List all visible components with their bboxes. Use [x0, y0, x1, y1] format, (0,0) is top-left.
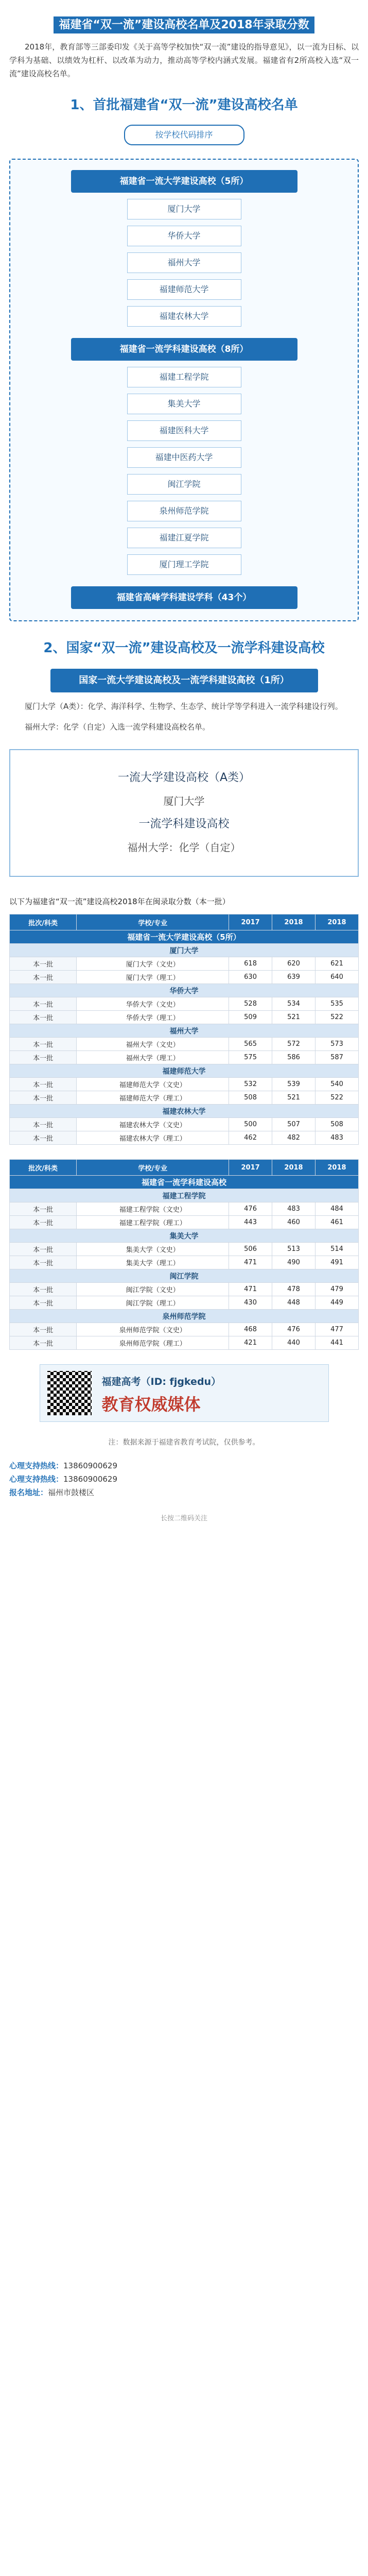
university-item: 厦门大学 [127, 199, 241, 219]
university-list-box [9, 159, 359, 621]
table-header-row [10, 914, 359, 930]
qr-line2: 教育权威媒体 [101, 1395, 201, 1414]
section2-title: 2、国家“双一流”建设高校及一流学科建设高校 [43, 640, 325, 656]
table-row [10, 1202, 359, 1216]
score-cell: 506 [229, 1243, 272, 1256]
table-title-row [10, 1176, 359, 1189]
box2-items [10, 367, 358, 575]
university-row [10, 1024, 359, 1038]
batch-cell: 本一批 [10, 1038, 77, 1051]
score-cell: 587 [315, 1051, 358, 1064]
university-item: 华侨大学 [127, 226, 241, 246]
section2-head: 国家一流大学建设高校及一流学科建设高校（1所） [50, 669, 318, 692]
page-title-text: 福建省“双一流”建设高校名单及2018年录取分数 [54, 16, 314, 33]
batch-cell: 本一批 [10, 1243, 77, 1256]
list-item: 福州大学：化学（自定） [127, 841, 241, 854]
score-cell: 440 [272, 1336, 316, 1350]
table-row [10, 997, 359, 1011]
score-cell: 471 [229, 1283, 272, 1296]
score-cell: 430 [229, 1296, 272, 1310]
score-cell: 630 [229, 971, 272, 984]
contact-label-2: 心理支持热线： [9, 1475, 64, 1484]
score-cell: 620 [272, 957, 316, 971]
university-row [10, 1064, 359, 1078]
major-cell: 福建工程学院（理工） [77, 1216, 229, 1229]
list-title: 一流大学建设高校（A类） [117, 771, 251, 784]
table-caption: 以下为福建省“双一流”建设高校2018年在闽录取分数（本一批） [9, 897, 230, 906]
university-row [10, 1310, 359, 1323]
major-cell: 福建农林大学（文史） [77, 1118, 229, 1131]
table-row [10, 1336, 359, 1350]
table-title: 福建省一流大学建设高校（5所） [10, 930, 359, 944]
score-cell: 513 [272, 1243, 316, 1256]
score-cell: 573 [315, 1038, 358, 1051]
university-name: 福建师范大学 [10, 1064, 359, 1078]
list-item: 厦门大学 [163, 795, 205, 807]
major-cell: 福建师范大学（文史） [77, 1078, 229, 1091]
page-title [0, 18, 368, 33]
qr-card [40, 1364, 329, 1422]
score-cell: 491 [315, 1256, 358, 1269]
university-row [10, 1189, 359, 1202]
score-cell: 521 [272, 1091, 316, 1105]
university-item: 泉州师范学院 [127, 501, 241, 521]
university-item: 福州大学 [127, 252, 241, 273]
address-label: 报名地址： [9, 1488, 48, 1497]
university-name: 福建农林大学 [10, 1105, 359, 1118]
box2-head: 福建省一流学科建设高校（8所） [71, 338, 297, 361]
major-cell: 厦门大学（文史） [77, 957, 229, 971]
score-cell: 441 [315, 1336, 358, 1350]
major-cell: 福州大学（文史） [77, 1038, 229, 1051]
intro-paragraph: 2018年，教育部等三部委印发《关于高等学校加快“双一流”建设的指导意见》，以一流为目标、以学科为基础、以绩效为杠杆、以改革为动力，推动高等学校内涵式发展。福建省有2所高校入选“双一流”建设高校名单。 [9, 42, 359, 78]
batch-cell: 本一批 [10, 1283, 77, 1296]
university-name: 福州大学 [10, 1024, 359, 1038]
address: 福州市鼓楼区 [48, 1488, 95, 1497]
score-cell: 522 [315, 1011, 358, 1024]
batch-cell: 本一批 [10, 971, 77, 984]
table-row [10, 1091, 359, 1105]
university-item: 福建中医药大学 [127, 447, 241, 468]
score-cell: 507 [272, 1118, 316, 1131]
university-row [10, 1269, 359, 1283]
batch-cell: 本一批 [10, 1078, 77, 1091]
university-item: 福建医科大学 [127, 420, 241, 441]
score-cell: 521 [272, 1011, 316, 1024]
batch-cell: 本一批 [10, 1011, 77, 1024]
batch-cell: 本一批 [10, 957, 77, 971]
score-cell: 565 [229, 1038, 272, 1051]
table-row [10, 1118, 359, 1131]
score-cell: 483 [315, 1131, 358, 1145]
contact-label: 心理支持热线： [9, 1461, 64, 1470]
sort-banner: 按学校代码排序 [124, 125, 244, 145]
score-cell: 522 [315, 1091, 358, 1105]
score-cell: 476 [229, 1202, 272, 1216]
box3-head: 福建省高峰学科建设学科（43个） [71, 586, 297, 609]
score-cell: 572 [272, 1038, 316, 1051]
score-cell: 618 [229, 957, 272, 971]
university-item: 厦门理工学院 [127, 554, 241, 575]
score-cell: 621 [315, 957, 358, 971]
qr-code-icon[interactable] [47, 1371, 92, 1415]
column-header: 2018 [272, 1160, 316, 1176]
score-cell: 421 [229, 1336, 272, 1350]
column-header: 2017 [229, 914, 272, 930]
table-title: 福建省一流学科建设高校 [10, 1176, 359, 1189]
column-header: 2018 [315, 1160, 358, 1176]
university-name: 厦门大学 [10, 944, 359, 957]
table-row [10, 1051, 359, 1064]
column-header: 批次/科类 [10, 914, 77, 930]
batch-cell: 本一批 [10, 1323, 77, 1336]
score-cell: 509 [229, 1011, 272, 1024]
score-cell: 483 [272, 1202, 316, 1216]
column-header: 批次/科类 [10, 1160, 77, 1176]
batch-cell: 本一批 [10, 1216, 77, 1229]
score-cell: 508 [315, 1118, 358, 1131]
score-cell: 460 [272, 1216, 316, 1229]
university-item: 福建农林大学 [127, 306, 241, 327]
score-cell: 540 [315, 1078, 358, 1091]
qr-line1: 福建高考（ID: fjgkedu） [101, 1376, 221, 1387]
table-row [10, 1011, 359, 1024]
score-cell: 535 [315, 997, 358, 1011]
contact-phone-2[interactable]: 13860900629 [63, 1475, 117, 1484]
column-header: 2018 [315, 914, 358, 930]
batch-cell: 本一批 [10, 997, 77, 1011]
column-header: 2018 [272, 914, 316, 930]
batch-cell: 本一批 [10, 1051, 77, 1064]
score-cell: 448 [272, 1296, 316, 1310]
table-row [10, 957, 359, 971]
major-cell: 泉州师范学院（理工） [77, 1336, 229, 1350]
score-cell: 476 [272, 1323, 316, 1336]
column-header: 学校/专业 [77, 914, 229, 930]
score-table-1 [9, 914, 359, 1145]
major-cell: 华侨大学（文史） [77, 997, 229, 1011]
major-cell: 集美大学（理工） [77, 1256, 229, 1269]
box1-items [10, 199, 358, 327]
score-cell: 640 [315, 971, 358, 984]
list-title: 一流学科建设高校 [138, 818, 230, 831]
batch-cell: 本一批 [10, 1091, 77, 1105]
major-cell: 华侨大学（理工） [77, 1011, 229, 1024]
university-name: 福建工程学院 [10, 1189, 359, 1202]
table-row [10, 1078, 359, 1091]
column-header: 2017 [229, 1160, 272, 1176]
score-cell: 508 [229, 1091, 272, 1105]
university-name: 闽江学院 [10, 1269, 359, 1283]
major-cell: 福建工程学院（文史） [77, 1202, 229, 1216]
batch-cell: 本一批 [10, 1131, 77, 1145]
university-item: 福建师范大学 [127, 279, 241, 300]
score-cell: 462 [229, 1131, 272, 1145]
score-cell: 534 [272, 997, 316, 1011]
score-cell: 478 [272, 1283, 316, 1296]
university-row [10, 984, 359, 997]
column-header: 学校/专业 [77, 1160, 229, 1176]
section2-para: 福州大学：化学（自定）入选一流学科建设高校名单。 [25, 722, 211, 732]
contact-phone[interactable]: 13860900629 [63, 1461, 117, 1470]
batch-cell: 本一批 [10, 1202, 77, 1216]
batch-cell: 本一批 [10, 1336, 77, 1350]
score-cell: 539 [272, 1078, 316, 1091]
university-item: 福建江夏学院 [127, 528, 241, 548]
major-cell: 泉州师范学院（文史） [77, 1323, 229, 1336]
score-cell: 500 [229, 1118, 272, 1131]
major-cell: 集美大学（文史） [77, 1243, 229, 1256]
score-cell: 477 [315, 1323, 358, 1336]
batch-cell: 本一批 [10, 1296, 77, 1310]
section1-title: 1、首批福建省“双一流”建设高校名单 [70, 97, 298, 113]
score-table-2 [9, 1159, 359, 1350]
table-row [10, 1256, 359, 1269]
score-cell: 471 [229, 1256, 272, 1269]
university-name: 华侨大学 [10, 984, 359, 997]
table-row [10, 1283, 359, 1296]
major-cell: 闽江学院（理工） [77, 1296, 229, 1310]
major-cell: 闽江学院（文史） [77, 1283, 229, 1296]
score-cell: 528 [229, 997, 272, 1011]
table-row [10, 1323, 359, 1336]
table-title-row [10, 930, 359, 944]
batch-cell: 本一批 [10, 1256, 77, 1269]
table-row [10, 1296, 359, 1310]
university-item: 福建工程学院 [127, 367, 241, 387]
table-header-row [10, 1160, 359, 1176]
score-cell: 586 [272, 1051, 316, 1064]
table-row [10, 1216, 359, 1229]
table-row [10, 1131, 359, 1145]
section2-para: 厦门大学（A类）：化学、海洋科学、生物学、生态学、统计学等学科进入一流学科建设行列。 [25, 702, 343, 711]
university-row [10, 1105, 359, 1118]
table-row [10, 971, 359, 984]
score-cell: 482 [272, 1131, 316, 1145]
score-cell: 443 [229, 1216, 272, 1229]
score-cell: 514 [315, 1243, 358, 1256]
university-item: 闽江学院 [127, 474, 241, 495]
university-name: 泉州师范学院 [10, 1310, 359, 1323]
score-cell: 532 [229, 1078, 272, 1091]
national-list-box [9, 749, 359, 877]
university-row [10, 1229, 359, 1243]
bottom-line: 长按二维码关注 [160, 1515, 207, 1522]
score-cell: 449 [315, 1296, 358, 1310]
score-cell: 479 [315, 1283, 358, 1296]
contact-block [9, 1459, 359, 1499]
major-cell: 福建农林大学（理工） [77, 1131, 229, 1145]
batch-cell: 本一批 [10, 1118, 77, 1131]
score-cell: 468 [229, 1323, 272, 1336]
university-name: 集美大学 [10, 1229, 359, 1243]
score-cell: 461 [315, 1216, 358, 1229]
score-cell: 484 [315, 1202, 358, 1216]
university-row [10, 944, 359, 957]
score-cell: 575 [229, 1051, 272, 1064]
box1-head: 福建省一流大学建设高校（5所） [71, 170, 297, 193]
table-row [10, 1243, 359, 1256]
footer-note: 注：数据来源于福建省教育考试院，仅供参考。 [108, 1438, 260, 1447]
university-item: 集美大学 [127, 394, 241, 414]
score-cell: 490 [272, 1256, 316, 1269]
score-cell: 639 [272, 971, 316, 984]
major-cell: 福州大学（理工） [77, 1051, 229, 1064]
major-cell: 福建师范大学（理工） [77, 1091, 229, 1105]
major-cell: 厦门大学（理工） [77, 971, 229, 984]
table-row [10, 1038, 359, 1051]
